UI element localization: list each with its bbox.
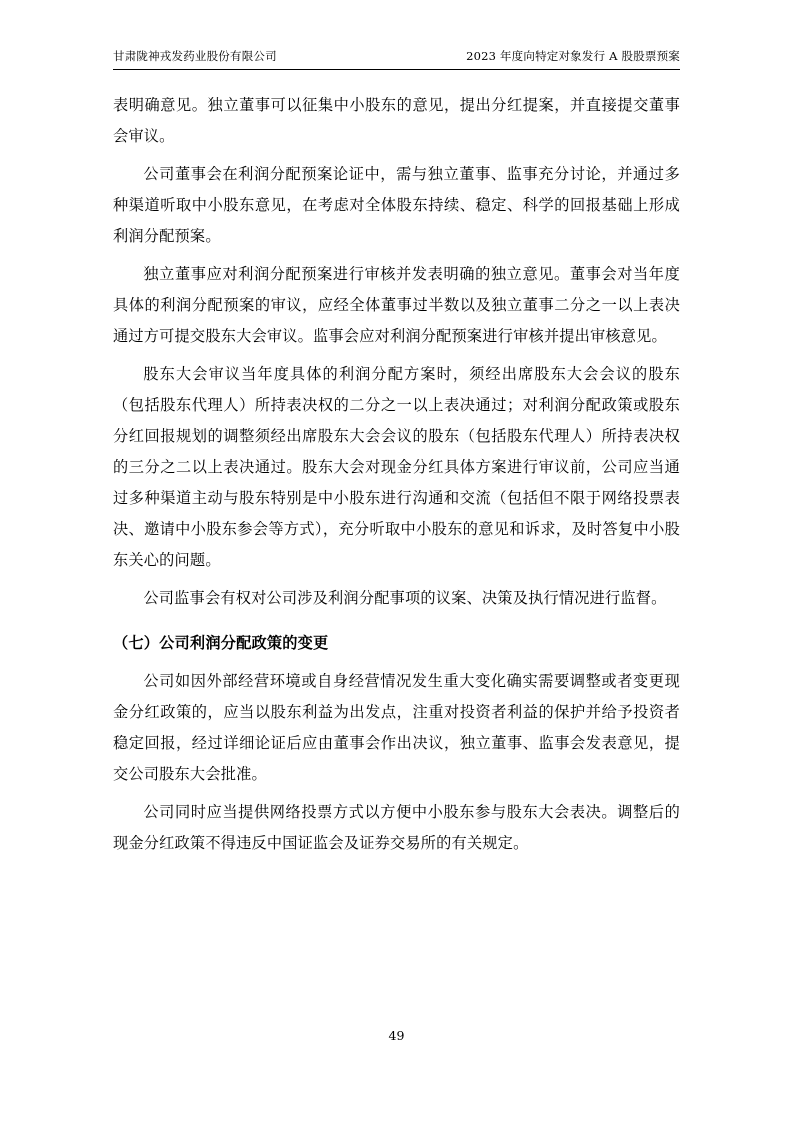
paragraph: 表明确意见。独立董事可以征集中小股东的意见，提出分红提案，并直接提交董事会审议。 xyxy=(113,96,680,145)
paragraph: 公司如因外部经营环境或自身经营情况发生重大变化确实需要调整或者变更现金分红政策的，应当以股东利益为出发点，注重对投资者利益的保护并给予投资者稳定回报，经过详细论证后应由董事会作出决议，独立董事、监事会发表意见，提交公司股东大会批准。 xyxy=(113,672,680,783)
paragraph: 独立董事应对利润分配预案进行审核并发表明确的独立意见。董事会对当年度具体的利润分配预案的审议，应经全体董事过半数以及独立董事二分之一以上表决通过方可提交股东大会审议。监事会应对利润分配预案进行审核并提出审核意见。 xyxy=(113,265,680,345)
paragraph: 公司同时应当提供网络投票方式以方便中小股东参与股东大会表决。调整后的现金分红政策不得违反中国证监会及证券交易所的有关规定。 xyxy=(113,803,680,852)
body-text xyxy=(113,90,680,859)
paragraph: 股东大会审议当年度具体的利润分配方案时，须经出席股东大会会议的股东（包括股东代理人）所持表决权的二分之一以上表决通过；对利润分配政策或股东分红回报规划的调整须经出席股东大会会议的股东（包括股东代理人）所持表决权的三分之二以上表决通过。股东大会对现金分红具体方案进行审议前，公司应当通过多种渠道主动与股东特别是中小股东进行沟通和交流（包括但不限于网络投票表决、邀请中小股东参会等方式），充分听取中小股东的意见和诉求，及时答复中小股东关心的问题。 xyxy=(113,365,680,569)
paragraph: 公司监事会有权对公司涉及利润分配事项的议案、决策及执行情况进行监督。 xyxy=(143,589,667,607)
header-document-title: 2023 年度向特定对象发行 A 股股票预案 xyxy=(466,49,680,63)
section-heading: （七）公司利润分配政策的变更 xyxy=(113,634,329,652)
page-header xyxy=(113,48,680,70)
paragraph: 公司董事会在利润分配预案论证中，需与独立董事、监事充分讨论，并通过多种渠道听取中小股东意见，在考虑对全体股东持续、稳定、科学的回报基础上形成利润分配预案。 xyxy=(113,165,680,245)
page-number: 49 xyxy=(388,1028,405,1043)
page-content xyxy=(113,48,680,866)
header-company-name: 甘肃陇神戎发药业股份有限公司 xyxy=(113,49,277,63)
